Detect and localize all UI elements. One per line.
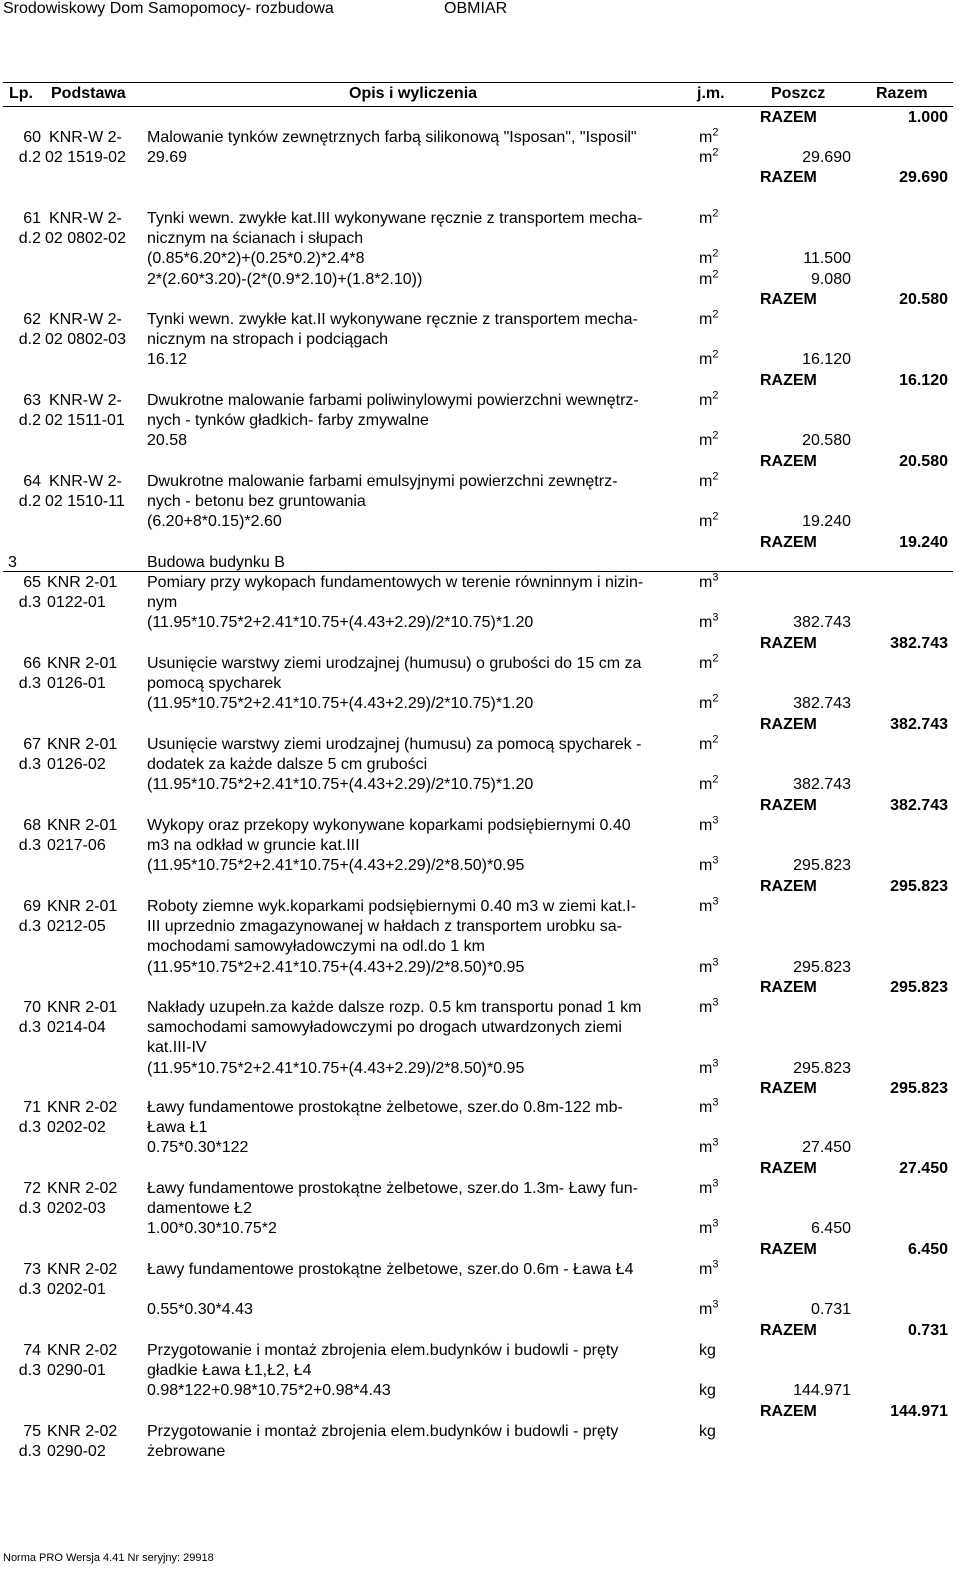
item-description: Ławy fundamentowe prostokątne żelbetowe, szer.do 1.3m- Ławy fun- — [147, 1180, 638, 1197]
item-basis-code: 02 1519-02 — [45, 149, 126, 167]
unit-base: m — [699, 736, 713, 753]
item-basis-code: 0122-01 — [47, 594, 106, 612]
item-unit — [699, 897, 718, 917]
calc-unit — [699, 1138, 718, 1158]
razem-value: 1.000 — [907, 109, 948, 126]
calc-value: 382.743 — [793, 614, 851, 632]
item-basis: KNR 2-02 — [47, 1180, 118, 1197]
unit-exponent: 3 — [712, 1057, 719, 1070]
unit-base: m — [699, 958, 713, 976]
calc-unit — [699, 512, 718, 532]
item-number: 71 — [23, 1099, 41, 1116]
unit-exponent: 2 — [712, 774, 719, 787]
item-description: Przygotowanie i montaż zbrojenia elem.budynków i budowli - pręty — [147, 1423, 619, 1440]
calc-value: 19.240 — [802, 513, 851, 531]
razem-label: RAZEM — [760, 634, 817, 652]
calc-expression: 2*(2.60*3.20)-(2*(0.9*2.10)+(1.8*2.10)) — [147, 270, 423, 288]
razem-value: 382.743 — [890, 634, 948, 652]
razem-value: 29.690 — [899, 169, 948, 187]
unit-base: m — [699, 392, 713, 409]
column-jm: j.m. — [697, 85, 725, 102]
razem-value: 20.580 — [899, 290, 948, 308]
header-top-rule — [3, 82, 953, 83]
calc-value: 382.743 — [793, 776, 851, 794]
item-description: Tynki wewn. zwykłe kat.II wykonywane ręcznie z transportem mecha- — [147, 311, 638, 328]
razem-label: RAZEM — [760, 452, 817, 470]
item-subnumber: d.3 — [18, 1362, 41, 1380]
item-basis: KNR 2-02 — [47, 1099, 118, 1116]
item-basis: KNR 2-02 — [47, 1261, 118, 1278]
item-basis: KNR 2-01 — [47, 574, 118, 591]
unit-base: m — [699, 1059, 713, 1077]
item-unit — [699, 735, 718, 755]
unit-base: m — [699, 149, 713, 167]
razem-label: RAZEM — [760, 371, 817, 389]
item-subnumber: d.3 — [18, 756, 41, 774]
item-basis: KNR 2-01 — [47, 736, 118, 753]
calc-value: 27.450 — [802, 1139, 851, 1157]
unit-base: m — [699, 311, 713, 328]
unit-exponent: 3 — [712, 1258, 719, 1271]
razem-label: RAZEM — [760, 978, 817, 996]
item-description: Usunięcie warstwy ziemi urodzajnej (humusu) za pomocą spycharek - — [147, 736, 642, 753]
item-basis-code: 0202-02 — [47, 1119, 106, 1137]
razem-label: RAZEM — [760, 1402, 817, 1420]
calc-unit — [699, 958, 718, 978]
calc-unit — [699, 1219, 718, 1239]
item-basis-code: 02 1510-11 — [45, 493, 125, 511]
item-description: m3 na odkład w gruncie kat.III — [147, 837, 360, 855]
razem-label: RAZEM — [760, 109, 817, 126]
unit-exponent: 3 — [712, 1299, 719, 1312]
unit-base: m — [699, 210, 713, 227]
item-subnumber: d.3 — [18, 1119, 41, 1137]
razem-value: 27.450 — [899, 1159, 948, 1177]
unit-base: m — [699, 1139, 713, 1157]
column-lp: Lp. — [9, 85, 33, 102]
item-number: 63 — [23, 392, 41, 409]
item-basis-code: 02 0802-03 — [45, 331, 126, 349]
unit-exponent: 3 — [712, 895, 719, 908]
unit-exponent: 2 — [712, 349, 719, 362]
razem-value: 295.823 — [890, 978, 948, 996]
calc-unit — [699, 1059, 718, 1079]
document-title: Srodowiskowy Dom Samopomocy- rozbudowa — [3, 0, 334, 17]
item-description: Dwukrotne malowanie farbami poliwinylowymi powierzchni wewnętrz- — [147, 392, 639, 409]
item-basis: KNR 2-01 — [47, 898, 118, 915]
document-section-label: OBMIAR — [444, 0, 508, 17]
unit-base: kg — [699, 1382, 716, 1400]
item-description: damentowe Ł2 — [147, 1200, 252, 1218]
unit-exponent: 3 — [712, 1137, 719, 1150]
calc-value: 0.731 — [810, 1301, 851, 1319]
column-poszcz: Poszcz — [771, 85, 826, 102]
unit-base: m — [699, 574, 713, 591]
unit-exponent: 3 — [712, 571, 719, 584]
calc-value: 295.823 — [793, 958, 851, 976]
calc-expression: (0.85*6.20*2)+(0.25*0.2)*2.4*8 — [147, 250, 365, 268]
item-subnumber: d.2 — [18, 493, 41, 511]
razem-value: 382.743 — [890, 796, 948, 814]
unit-exponent: 3 — [712, 956, 719, 969]
item-description: pomocą spycharek — [147, 675, 282, 693]
unit-exponent: 3 — [712, 814, 719, 827]
razem-label: RAZEM — [760, 877, 817, 895]
unit-base: m — [699, 614, 713, 632]
item-number: 68 — [23, 817, 41, 834]
item-number: 75 — [23, 1423, 41, 1440]
item-basis-code: 0212-05 — [47, 918, 106, 936]
calc-value: 382.743 — [793, 695, 851, 713]
calc-unit — [699, 694, 718, 714]
column-opis: Opis i wyliczenia — [349, 85, 478, 102]
calc-value: 144.971 — [793, 1382, 851, 1400]
item-number: 72 — [23, 1180, 41, 1197]
item-description: Ławy fundamentowe prostokątne żelbetowe, szer.do 0.8m-122 mb- — [147, 1099, 623, 1116]
item-basis-code: 0217-06 — [47, 837, 106, 855]
razem-value: 20.580 — [899, 452, 948, 470]
item-description: nicznym na stropach i podciągach — [147, 331, 389, 349]
column-razem: Razem — [876, 85, 928, 102]
calc-expression: 16.12 — [147, 351, 188, 369]
unit-base: m — [699, 1220, 713, 1238]
calc-unit — [699, 350, 718, 370]
item-description: Tynki wewn. zwykłe kat.III wykonywane ręcznie z transportem mecha- — [147, 210, 643, 227]
unit-base: m — [699, 250, 713, 268]
calc-expression: 29.69 — [147, 149, 188, 167]
calc-expression: (11.95*10.75*2+2.41*10.75+(4.43+2.29)/2*8.50)*0.95 — [147, 958, 525, 976]
unit-base: m — [699, 270, 713, 288]
unit-base: m — [699, 695, 713, 713]
item-description: Wykopy oraz przekopy wykonywane koparkami podsiębiernymi 0.40 — [147, 817, 631, 834]
item-description: samochodami samowyładowczymi po drogach utwardzonych ziemi — [147, 1019, 622, 1037]
razem-label: RAZEM — [760, 1159, 817, 1177]
unit-base: m — [699, 999, 713, 1016]
item-description: Przygotowanie i montaż zbrojenia elem.budynków i budowli - pręty — [147, 1342, 619, 1359]
item-description: nych - betonu bez gruntowania — [147, 493, 366, 511]
calc-value: 11.500 — [803, 250, 851, 268]
calc-value: 6.450 — [810, 1220, 851, 1238]
item-description: Usunięcie warstwy ziemi urodzajnej (humusu) o grubości do 15 cm za — [147, 655, 642, 672]
unit-base: m — [699, 513, 713, 531]
unit-base: m — [699, 817, 713, 834]
item-unit — [699, 1098, 718, 1118]
unit-exponent: 3 — [712, 1177, 719, 1190]
razem-value: 382.743 — [890, 715, 948, 733]
unit-base: m — [699, 432, 713, 450]
item-description: Ławy fundamentowe prostokątne żelbetowe, szer.do 0.6m - Ława Ł4 — [147, 1261, 634, 1278]
calc-expression: (6.20+8*0.15)*2.60 — [147, 513, 282, 531]
item-subnumber: d.3 — [18, 675, 41, 693]
item-number: 70 — [23, 999, 41, 1016]
item-description: Dwukrotne malowanie farbami emulsyjnymi powierzchni zewnętrz- — [147, 473, 618, 490]
razem-label: RAZEM — [760, 290, 817, 308]
unit-base: m — [699, 1180, 713, 1197]
calc-value: 9.080 — [810, 270, 851, 288]
item-number: 73 — [23, 1261, 41, 1278]
razem-label: RAZEM — [760, 715, 817, 733]
item-basis-code: 0126-01 — [47, 675, 106, 693]
item-description: dodatek za każde dalsze 5 cm grubości — [147, 756, 428, 774]
item-basis: KNR 2-01 — [47, 655, 118, 672]
calc-expression: (11.95*10.75*2+2.41*10.75+(4.43+2.29)/2*8.50)*0.95 — [147, 857, 525, 875]
unit-exponent: 3 — [712, 1096, 719, 1109]
item-number: 65 — [23, 574, 41, 591]
item-number: 74 — [23, 1342, 41, 1359]
item-subnumber: d.3 — [18, 837, 41, 855]
item-description: żebrowane — [147, 1443, 226, 1461]
item-description: Nakłady uzupełn.za każde dalsze rozp. 0.5 km transportu ponad 1 km — [147, 999, 642, 1016]
unit-exponent: 2 — [712, 308, 719, 321]
unit-exponent: 2 — [712, 268, 719, 281]
calc-value: 295.823 — [793, 857, 851, 875]
item-basis: KNR-W 2- — [49, 473, 122, 490]
calc-unit — [699, 148, 718, 168]
item-basis-code: 0202-01 — [47, 1281, 106, 1299]
item-basis-code: 0290-02 — [47, 1443, 106, 1461]
item-basis: KNR-W 2- — [49, 210, 122, 227]
item-subnumber: d.3 — [18, 1281, 41, 1299]
item-unit — [699, 128, 718, 148]
item-number: 66 — [23, 655, 41, 672]
calc-unit — [699, 775, 718, 795]
section-number: 3 — [8, 554, 17, 571]
item-number: 60 — [23, 129, 41, 146]
calc-expression: 0.55*0.30*4.43 — [147, 1301, 253, 1319]
unit-exponent: 2 — [712, 470, 719, 483]
item-unit — [699, 573, 718, 593]
unit-exponent: 3 — [712, 612, 719, 625]
item-description: mochodami samowyładowczymi na odl.do 1 km — [147, 938, 485, 956]
calc-value: 16.120 — [802, 351, 851, 369]
calc-expression: (11.95*10.75*2+2.41*10.75+(4.43+2.29)/2*10.75)*1.20 — [147, 695, 534, 713]
item-subnumber: d.3 — [18, 594, 41, 612]
item-subnumber: d.3 — [18, 1200, 41, 1218]
item-description: Pomiary przy wykopach fundamentowych w terenie równinnym i nizin- — [147, 574, 644, 591]
item-basis-code: 0126-02 — [47, 756, 106, 774]
item-basis-code: 0290-01 — [47, 1362, 106, 1380]
item-unit — [699, 1422, 716, 1442]
calc-expression: 0.75*0.30*122 — [147, 1139, 249, 1157]
razem-label: RAZEM — [760, 533, 817, 551]
calc-expression: (11.95*10.75*2+2.41*10.75+(4.43+2.29)/2*10.75)*1.20 — [147, 776, 534, 794]
item-number: 69 — [23, 898, 41, 915]
razem-label: RAZEM — [760, 1240, 817, 1258]
razem-label: RAZEM — [760, 1079, 817, 1097]
unit-base: kg — [699, 1423, 716, 1440]
unit-exponent: 2 — [712, 652, 719, 665]
razem-value: 19.240 — [899, 533, 948, 551]
item-description: nym — [147, 594, 178, 612]
calc-value: 20.580 — [802, 432, 851, 450]
unit-base: m — [699, 129, 713, 146]
item-description: Ława Ł1 — [147, 1119, 208, 1137]
razem-value: 0.731 — [907, 1321, 948, 1339]
unit-exponent: 3 — [712, 1218, 719, 1231]
footer-note: Norma PRO Wersja 4.41 Nr seryjny: 29918 — [3, 1552, 214, 1564]
item-description: nicznym na ścianach i słupach — [147, 230, 364, 248]
unit-base: m — [699, 857, 713, 875]
calc-value: 295.823 — [793, 1059, 851, 1077]
unit-exponent: 2 — [712, 693, 719, 706]
unit-exponent: 2 — [712, 146, 719, 159]
unit-exponent: 2 — [712, 389, 719, 402]
calc-unit — [699, 613, 718, 633]
unit-exponent: 2 — [712, 248, 719, 261]
item-basis: KNR 2-01 — [47, 817, 118, 834]
razem-value: 295.823 — [890, 1079, 948, 1097]
calc-unit — [699, 1300, 718, 1320]
calc-unit — [699, 270, 718, 290]
calc-expression: (11.95*10.75*2+2.41*10.75+(4.43+2.29)/2*10.75)*1.20 — [147, 614, 534, 632]
calc-expression: 20.58 — [147, 432, 188, 450]
razem-value: 16.120 — [899, 371, 948, 389]
unit-base: m — [699, 655, 713, 672]
item-number: 61 — [23, 210, 41, 227]
item-subnumber: d.3 — [18, 918, 41, 936]
item-number: 67 — [23, 736, 41, 753]
unit-exponent: 2 — [712, 430, 719, 443]
item-unit — [699, 391, 718, 411]
calc-value: 29.690 — [802, 149, 851, 167]
item-basis-code: 0214-04 — [47, 1019, 106, 1037]
unit-base: m — [699, 1099, 713, 1116]
item-description: nych - tynków gładkich- farby zmywalne — [147, 412, 429, 430]
unit-base: m — [699, 473, 713, 490]
column-podstawa: Podstawa — [51, 85, 126, 102]
unit-exponent: 3 — [712, 996, 719, 1009]
item-basis: KNR-W 2- — [49, 129, 122, 146]
section-title: Budowa budynku B — [147, 554, 285, 571]
item-description: III uprzednio zmagazynowanej w hałdach z transportem urobku sa- — [147, 918, 622, 936]
unit-base: m — [699, 351, 713, 369]
unit-base: m — [699, 1301, 713, 1319]
razem-label: RAZEM — [760, 169, 817, 187]
item-subnumber: d.3 — [18, 1019, 41, 1037]
item-description: kat.III-IV — [147, 1039, 207, 1057]
unit-base: m — [699, 776, 713, 794]
unit-exponent: 2 — [712, 126, 719, 139]
unit-base: kg — [699, 1342, 716, 1359]
item-basis-code: 0202-03 — [47, 1200, 106, 1218]
item-basis-code: 02 1511-01 — [45, 412, 125, 430]
item-description: Malowanie tynków zewnętrznych farbą silikonową "Isposan", "Isposil" — [147, 129, 637, 146]
razem-label: RAZEM — [760, 796, 817, 814]
unit-base: m — [699, 1261, 713, 1278]
header-bottom-rule — [3, 106, 953, 107]
calc-expression: (11.95*10.75*2+2.41*10.75+(4.43+2.29)/2*8.50)*0.95 — [147, 1059, 525, 1077]
item-unit — [699, 472, 718, 492]
unit-exponent: 2 — [712, 733, 719, 746]
item-basis-code: 02 0802-02 — [45, 230, 126, 248]
item-description: gładkie Ława Ł1,Ł2, Ł4 — [147, 1362, 312, 1380]
item-basis: KNR 2-02 — [47, 1423, 118, 1440]
section-rule — [3, 571, 953, 572]
calc-unit — [699, 1381, 716, 1401]
item-unit — [699, 1260, 718, 1280]
item-description: Roboty ziemne wyk.koparkami podsiębiernymi 0.40 m3 w ziemi kat.I- — [147, 898, 637, 915]
unit-exponent: 2 — [712, 511, 719, 524]
item-basis: KNR-W 2- — [49, 392, 122, 409]
item-unit — [699, 209, 718, 229]
calc-unit — [699, 431, 718, 451]
item-number: 62 — [23, 311, 41, 328]
item-unit — [699, 654, 718, 674]
razem-value: 295.823 — [890, 877, 948, 895]
razem-label: RAZEM — [760, 1321, 817, 1339]
item-unit — [699, 310, 718, 330]
item-number: 64 — [23, 473, 41, 490]
calc-unit — [699, 856, 718, 876]
unit-exponent: 2 — [712, 207, 719, 220]
calc-unit — [699, 249, 718, 269]
item-unit — [699, 1179, 718, 1199]
calc-expression: 1.00*0.30*10.75*2 — [147, 1220, 277, 1238]
item-unit — [699, 1341, 716, 1361]
item-unit — [699, 816, 718, 836]
calc-expression: 0.98*122+0.98*10.75*2+0.98*4.43 — [147, 1382, 391, 1400]
razem-value: 144.971 — [890, 1402, 948, 1420]
item-subnumber: d.3 — [18, 1443, 41, 1461]
item-subnumber: d.2 — [18, 412, 41, 430]
razem-value: 6.450 — [907, 1240, 948, 1258]
item-basis: KNR 2-02 — [47, 1342, 118, 1359]
item-unit — [699, 998, 718, 1018]
unit-base: m — [699, 898, 713, 915]
item-subnumber: d.2 — [18, 230, 41, 248]
unit-exponent: 3 — [712, 855, 719, 868]
item-subnumber: d.2 — [18, 331, 41, 349]
item-basis: KNR 2-01 — [47, 999, 118, 1016]
item-basis: KNR-W 2- — [49, 311, 122, 328]
item-subnumber: d.2 — [18, 149, 41, 167]
